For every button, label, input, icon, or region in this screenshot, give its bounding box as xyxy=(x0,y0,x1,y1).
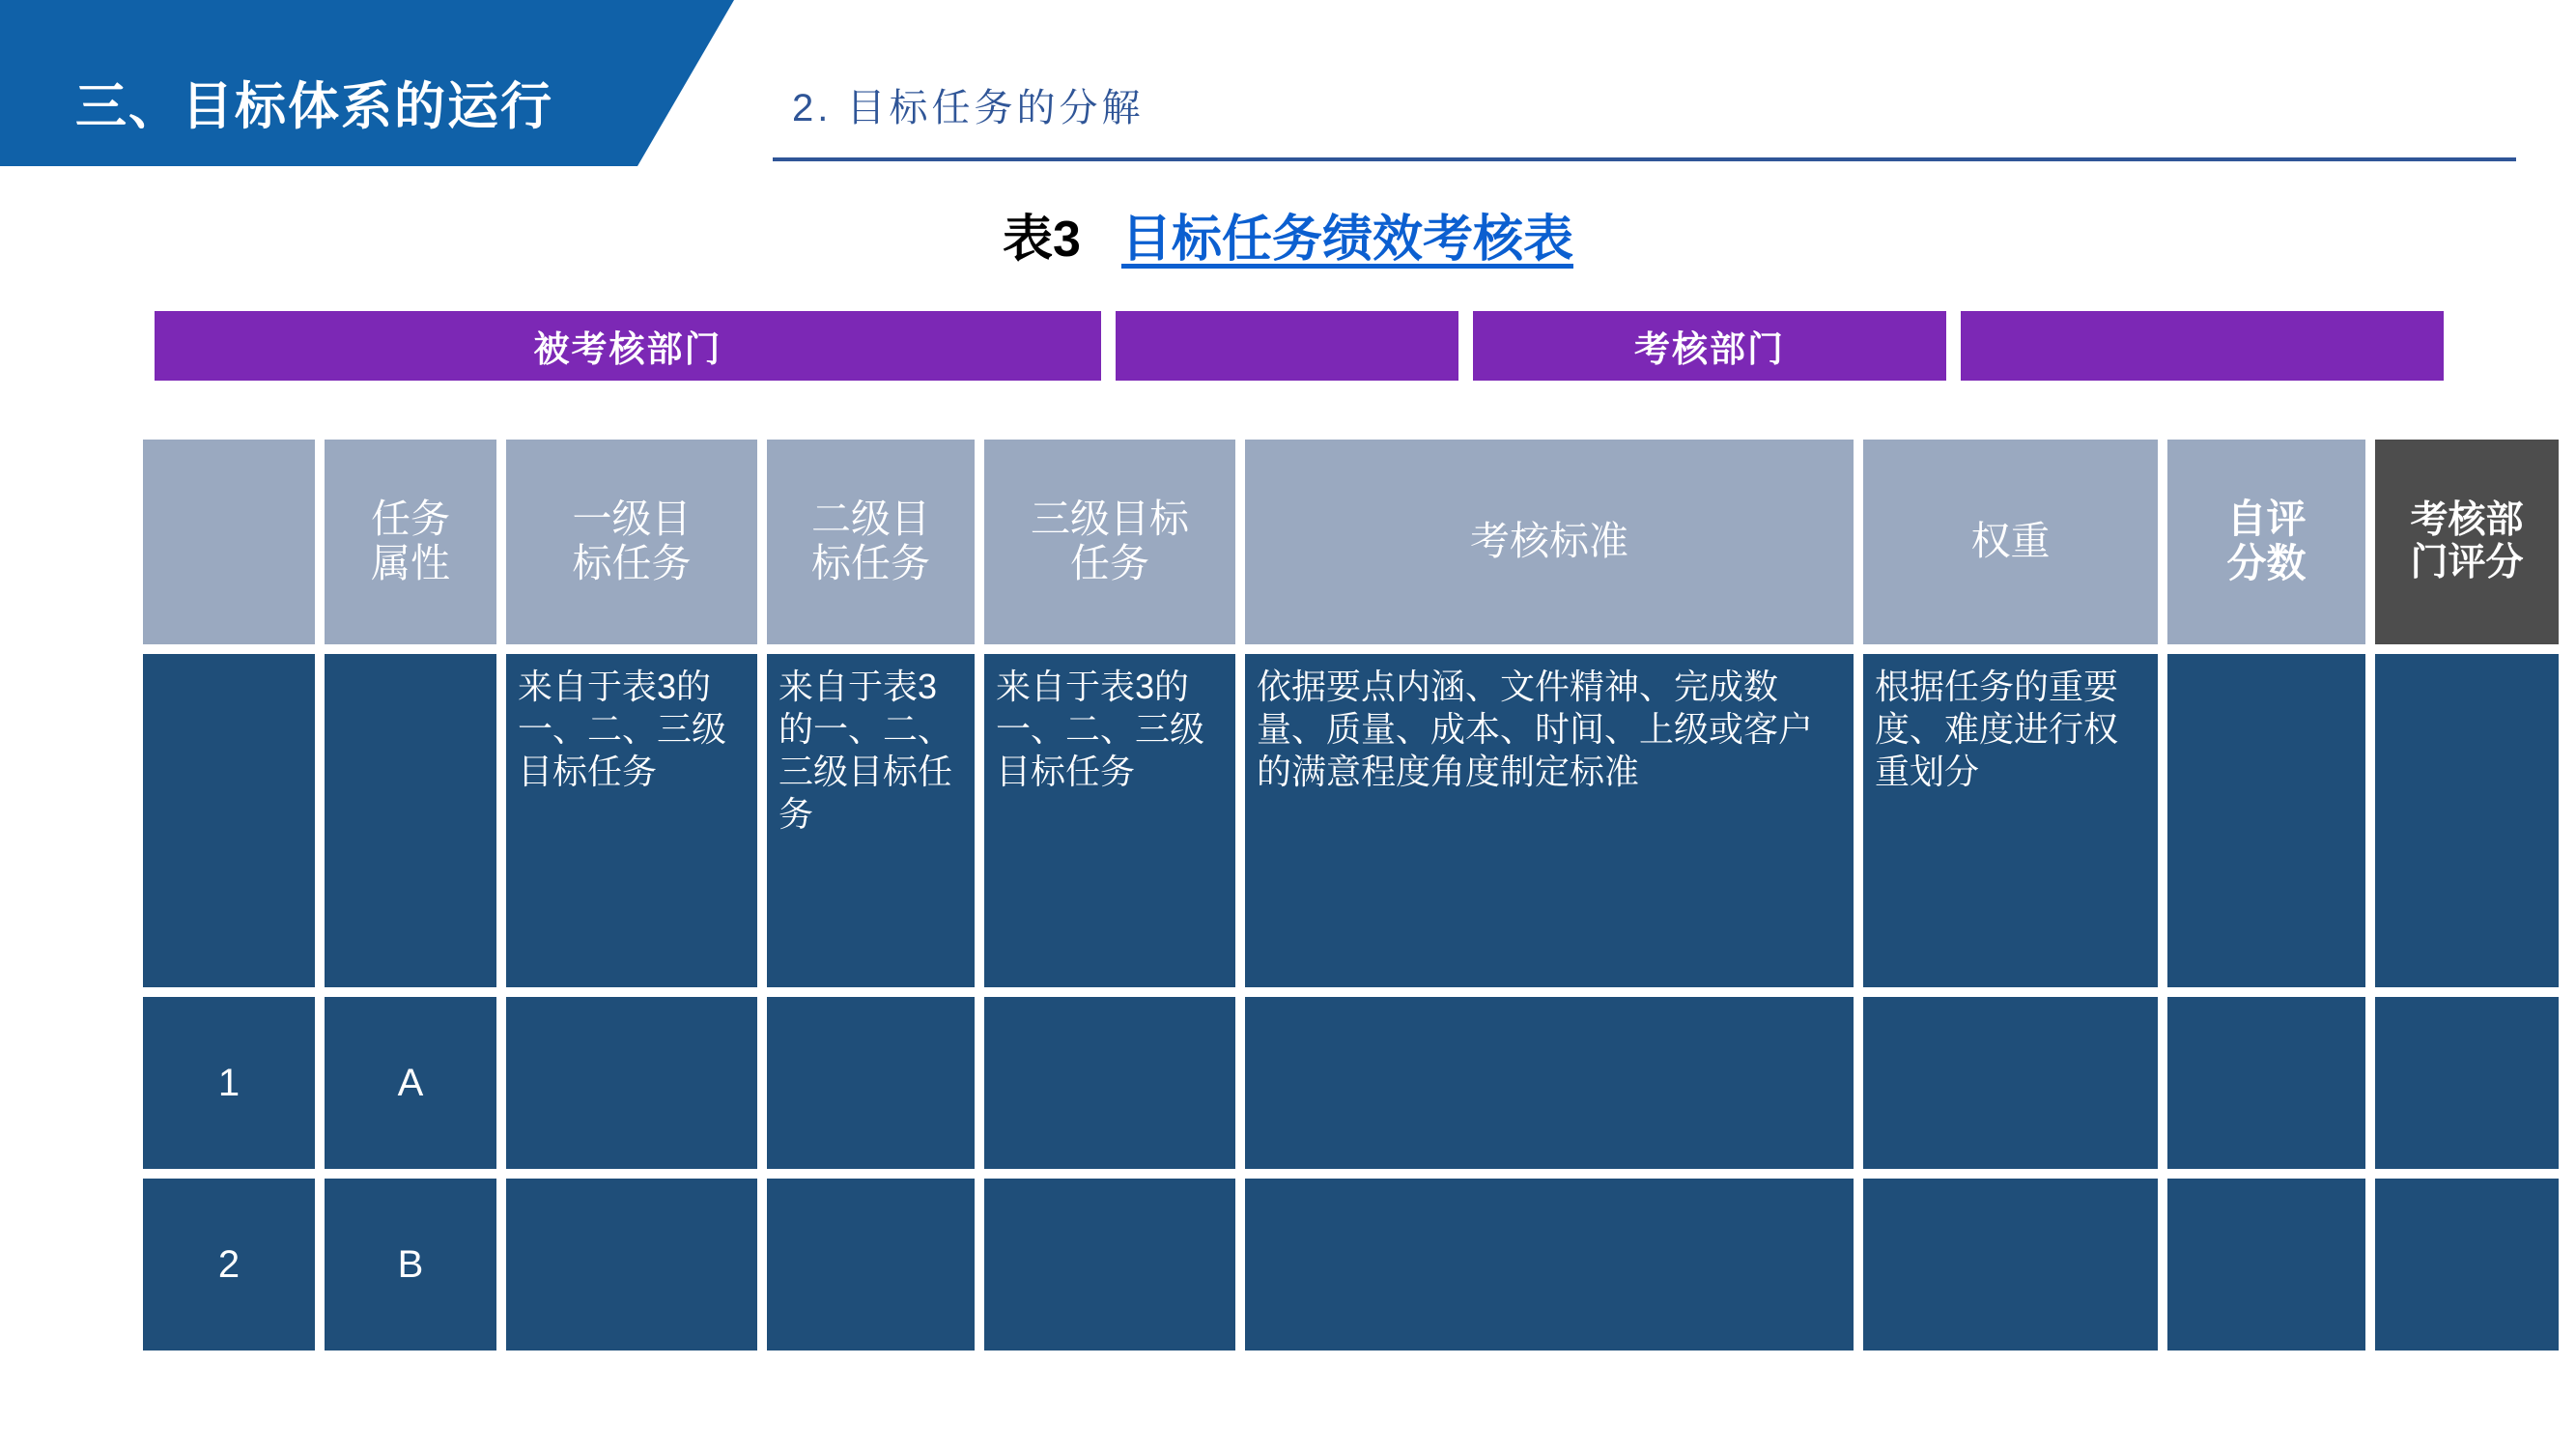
section-title: 三、目标体系的运行 xyxy=(75,78,553,135)
table-number-label: 表3 xyxy=(1003,212,1081,268)
table-cell xyxy=(2167,654,2365,987)
table-cell xyxy=(984,1179,1235,1350)
column-header-department-score: 考核部 门评分 xyxy=(2375,440,2559,644)
subsection-title: 2. 目标任务的分解 xyxy=(792,87,1145,129)
table-cell xyxy=(143,654,315,987)
table-cell xyxy=(2375,997,2559,1169)
column-header-assessment-standard: 考核标准 xyxy=(1245,440,1854,644)
table-cell: 1 xyxy=(143,997,315,1169)
table-cell xyxy=(1245,1179,1854,1350)
table-cell: 来自于表3的一、二、三级目标任务 xyxy=(767,654,975,987)
column-header-index xyxy=(143,440,315,644)
table-cell xyxy=(506,1179,757,1350)
table-cell xyxy=(325,654,496,987)
table-cell: 根据任务的重要度、难度进行权重划分 xyxy=(1863,654,2158,987)
band-blank-1 xyxy=(1116,311,1458,381)
table-cell xyxy=(1863,1179,2158,1350)
table-cell xyxy=(2375,654,2559,987)
table-cell xyxy=(2167,997,2365,1169)
table-cell: 来自于表3的一、二、三级目标任务 xyxy=(506,654,757,987)
table-cell: B xyxy=(325,1179,496,1350)
table-cell xyxy=(767,997,975,1169)
table-cell xyxy=(2167,1179,2365,1350)
table-cell xyxy=(2375,1179,2559,1350)
table-cell xyxy=(506,997,757,1169)
table-cell xyxy=(984,997,1235,1169)
table-cell: 依据要点内涵、文件精神、完成数量、质量、成本、时间、上级或客户的满意程度角度制定标准 xyxy=(1245,654,1854,987)
table-cell xyxy=(767,1179,975,1350)
column-header-level3-goal: 三级目标 任务 xyxy=(984,440,1235,644)
page-title xyxy=(0,198,2576,270)
table-name-label: 目标任务绩效考核表 xyxy=(1120,212,1573,268)
header-divider xyxy=(773,157,2516,161)
band-assessed-department: 被考核部门 xyxy=(155,311,1101,381)
table-cell: 来自于表3的一、二、三级目标任务 xyxy=(984,654,1235,987)
band-assessing-department: 考核部门 xyxy=(1473,311,1946,381)
table-cell: 2 xyxy=(143,1179,315,1350)
column-header-level1-goal: 一级目 标任务 xyxy=(506,440,757,644)
band-blank-2 xyxy=(1961,311,2444,381)
band-row xyxy=(155,311,2444,381)
column-header-task-attribute: 任务 属性 xyxy=(325,440,496,644)
page-header xyxy=(0,0,2576,179)
column-header-self-score: 自评 分数 xyxy=(2167,440,2365,644)
table-cell xyxy=(1245,997,1854,1169)
column-header-level2-goal: 二级目 标任务 xyxy=(767,440,975,644)
table-cell xyxy=(1863,997,2158,1169)
column-header-weight: 权重 xyxy=(1863,440,2158,644)
table-cell: A xyxy=(325,997,496,1169)
